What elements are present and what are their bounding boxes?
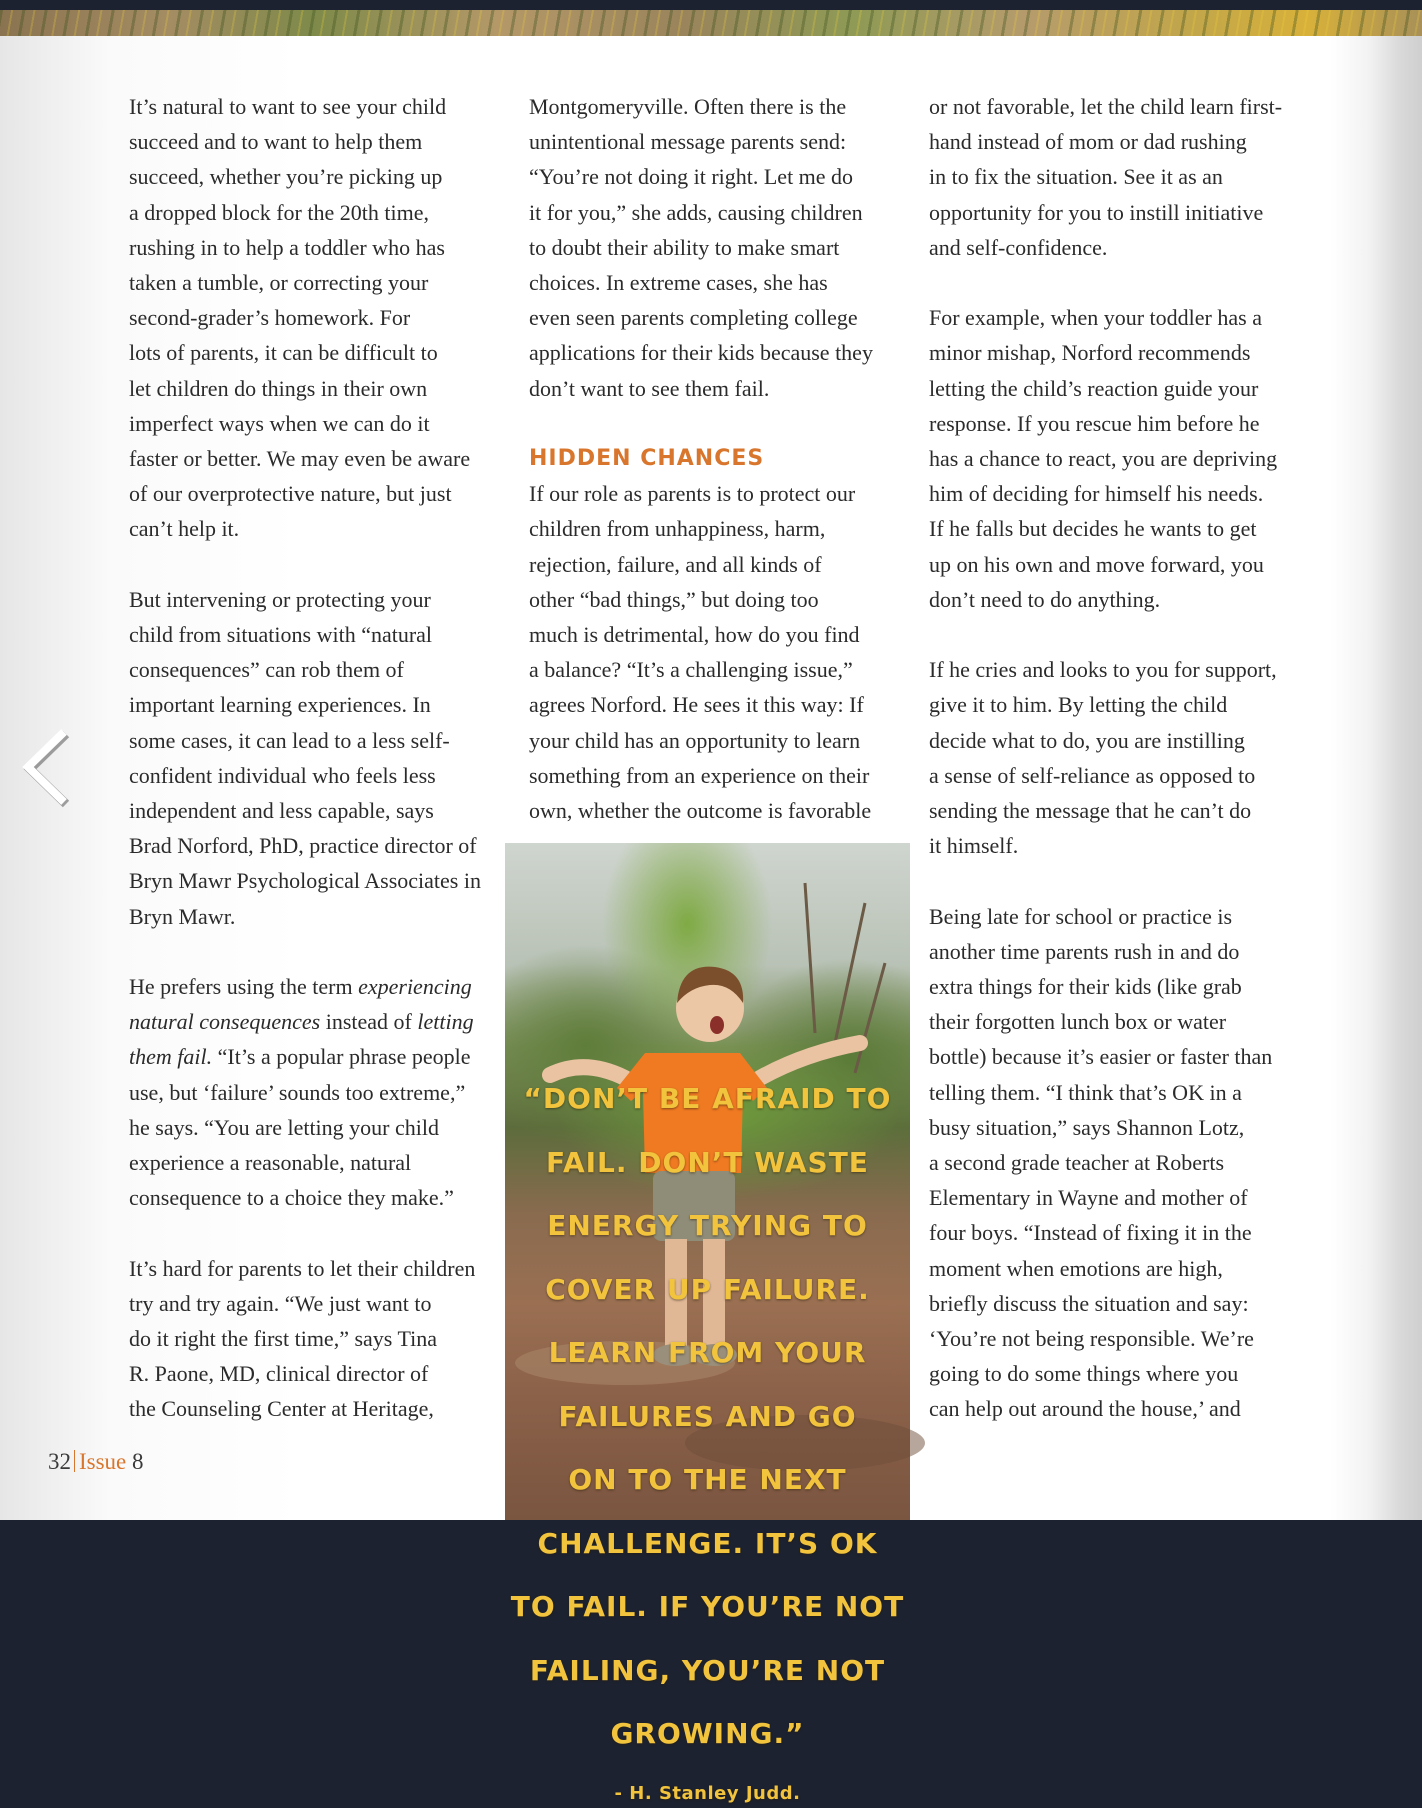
text-line: Being late for school or practice is bbox=[929, 903, 1233, 929]
text-line: TO FAIL. IF YOU’RE NOT bbox=[510, 1590, 905, 1623]
text-line: their forgotten lunch box or water bbox=[929, 1009, 1227, 1035]
article-column-3 bbox=[929, 89, 1299, 1427]
text-line: GROWING.” bbox=[610, 1717, 805, 1750]
text-line: some cases, it can lead to a less self- bbox=[129, 727, 450, 753]
pull-quote bbox=[505, 1053, 910, 1808]
text-line: If he falls but decides he wants to get bbox=[929, 516, 1257, 542]
text-line: consequence to a choice they make.” bbox=[129, 1185, 454, 1211]
text-line: and self-confidence. bbox=[929, 234, 1108, 260]
text-line: FAIL. DON’T WASTE bbox=[546, 1145, 869, 1179]
text-line: telling them. “I think that’s OK in a bbox=[929, 1079, 1242, 1105]
issue-label: Issue bbox=[79, 1449, 127, 1474]
issue-number: 8 bbox=[132, 1449, 144, 1474]
text-line: can help out around the house,’ and bbox=[929, 1396, 1241, 1422]
text-line: him of deciding for himself his needs. bbox=[929, 481, 1264, 507]
text-line: consequences” can rob them of bbox=[129, 657, 404, 683]
text-line: opportunity for you to instill initiative bbox=[929, 199, 1264, 225]
text-line: succeed and to want to help them bbox=[129, 129, 423, 155]
text-line: Brad Norford, PhD, practice director of bbox=[129, 833, 477, 859]
text-line: It’s natural to want to see your child bbox=[129, 94, 447, 119]
text-line: it for you,” she adds, causing children bbox=[529, 199, 863, 225]
text-line: up on his own and move forward, you bbox=[929, 551, 1264, 577]
text-line: bottle) because it’s easier or faster than bbox=[929, 1044, 1273, 1070]
page-footer bbox=[48, 1449, 144, 1475]
text-line: going to do some things where you bbox=[929, 1361, 1239, 1387]
text-line: confident individual who feels less bbox=[129, 762, 436, 788]
text-line: important learning experiences. In bbox=[129, 692, 431, 718]
paragraph bbox=[129, 1251, 499, 1427]
text-line: For example, when your toddler has a bbox=[929, 305, 1262, 331]
text-line: Bryn Mawr. bbox=[129, 903, 236, 929]
text-line: Bryn Mawr Psychological Associates in bbox=[129, 868, 481, 894]
text-line: FAILURES AND GO bbox=[558, 1399, 857, 1433]
text-line: briefly discuss the situation and say: bbox=[929, 1290, 1249, 1316]
text-line: don’t need to do anything. bbox=[929, 586, 1161, 612]
text-line: don’t want to see them fail. bbox=[529, 375, 770, 401]
text-line: independent and less capable, says bbox=[129, 798, 434, 824]
article-column-1 bbox=[129, 89, 499, 1427]
text-line: give it to him. By letting the child bbox=[929, 692, 1228, 718]
text-line: to doubt their ability to make smart bbox=[529, 234, 840, 260]
paragraph bbox=[929, 652, 1299, 863]
text-line: letting the child’s reaction guide your bbox=[929, 375, 1259, 401]
text-line: CHALLENGE. IT’S OK bbox=[537, 1526, 878, 1560]
pull-quote-photo bbox=[505, 843, 910, 1804]
text-line: let children do things in their own bbox=[129, 375, 428, 401]
text-line: has a chance to react, you are depriving bbox=[929, 446, 1278, 472]
text-line: decide what to do, you are instilling bbox=[929, 727, 1245, 753]
text-line: other “bad things,” but doing too bbox=[529, 586, 819, 612]
paragraph bbox=[129, 582, 499, 934]
text-line: ‘You’re not being responsible. We’re bbox=[929, 1326, 1254, 1352]
text-line: Elementary in Wayne and mother of bbox=[929, 1185, 1248, 1211]
text-line: agrees Norford. He sees it this way: If bbox=[529, 692, 864, 718]
text-line: child from situations with “natural bbox=[129, 622, 433, 648]
text-line: second-grader’s homework. For bbox=[129, 305, 411, 331]
paragraph bbox=[529, 89, 894, 406]
article-column-2 bbox=[529, 89, 894, 828]
text-line: them fail. “It’s a popular phrase people bbox=[129, 1044, 471, 1070]
text-line: children from unhappiness, harm, bbox=[529, 516, 826, 542]
top-bar bbox=[0, 0, 1422, 10]
paragraph bbox=[529, 476, 894, 828]
paragraph bbox=[929, 89, 1299, 265]
text-line: ON TO THE NEXT bbox=[568, 1463, 847, 1496]
text-line: much is detrimental, how do you find bbox=[529, 622, 860, 648]
text-line: unintentional message parents send: bbox=[529, 129, 847, 155]
text-line: can’t help it. bbox=[129, 516, 240, 542]
text-line: moment when emotions are high, bbox=[929, 1255, 1223, 1281]
text-line: applications for their kids because they bbox=[529, 340, 873, 366]
paragraph bbox=[129, 969, 499, 1215]
text-line: LEARN FROM YOUR bbox=[548, 1336, 867, 1369]
text-line: It’s hard for parents to let their children bbox=[129, 1255, 476, 1281]
text-line: rushing in to help a toddler who has bbox=[129, 234, 445, 260]
text-line: even seen parents completing college bbox=[529, 305, 858, 331]
text-line: choices. In extreme cases, she has bbox=[529, 270, 828, 296]
text-line: busy situation,” says Shannon Lotz, bbox=[929, 1114, 1245, 1140]
text-line: FAILING, YOU’RE NOT bbox=[529, 1653, 886, 1687]
text-line: minor mishap, Norford recommends bbox=[929, 340, 1251, 366]
text-line: do it right the first time,” says Tina bbox=[129, 1326, 437, 1352]
text-line: faster or better. We may even be aware bbox=[129, 446, 471, 472]
text-line: a dropped block for the 20th time, bbox=[129, 199, 429, 225]
text-line: If he cries and looks to you for support, bbox=[929, 657, 1277, 683]
text-line: “DON’T BE AFRAID TO bbox=[523, 1082, 892, 1115]
text-line: ENERGY TRYING TO bbox=[547, 1209, 868, 1242]
text-line: it himself. bbox=[929, 833, 1019, 859]
text-line: rejection, failure, and all kinds of bbox=[529, 551, 822, 577]
text-line: he says. “You are letting your child bbox=[129, 1114, 439, 1140]
text-line: the Counseling Center at Heritage, bbox=[129, 1396, 434, 1422]
text-line: a second grade teacher at Roberts bbox=[929, 1150, 1225, 1176]
page-number: 32 bbox=[48, 1449, 71, 1474]
text-line: If our role as parents is to protect our bbox=[529, 481, 856, 507]
text-line: lots of parents, it can be difficult to bbox=[129, 340, 438, 366]
text-line: of our overprotective nature, but just bbox=[129, 481, 452, 507]
text-line: He prefers using the term experiencing bbox=[129, 974, 472, 1000]
text-line: natural consequences instead of letting bbox=[129, 1009, 474, 1035]
text-line: in to fix the situation. See it as an bbox=[929, 164, 1223, 190]
text-line: response. If you rescue him before he bbox=[929, 410, 1260, 436]
text-line: sending the message that he can’t do bbox=[929, 798, 1252, 824]
footer-divider bbox=[74, 1450, 75, 1472]
text-line: imperfect ways when we can do it bbox=[129, 410, 430, 436]
text-line: Montgomeryville. Often there is the bbox=[529, 94, 847, 119]
text-line: your child has an opportunity to learn bbox=[529, 727, 861, 753]
text-line: “You’re not doing it right. Let me do bbox=[529, 164, 854, 190]
paragraph bbox=[929, 300, 1299, 617]
paragraph bbox=[129, 89, 499, 547]
quote-text bbox=[505, 1081, 910, 1752]
text-line: a sense of self-reliance as opposed to bbox=[929, 762, 1256, 788]
text-line: experience a reasonable, natural bbox=[129, 1150, 412, 1176]
text-line: hand instead of mom or dad rushing bbox=[929, 129, 1247, 155]
text-line: something from an experience on their bbox=[529, 762, 870, 788]
text-line: try and try again. “We just want to bbox=[129, 1290, 432, 1316]
text-line: COVER UP FAILURE. bbox=[545, 1272, 870, 1306]
chevron-left-icon[interactable] bbox=[16, 722, 76, 812]
text-line: another time parents rush in and do bbox=[929, 938, 1240, 964]
text-line: use, but ‘failure’ sounds too extreme,” bbox=[129, 1079, 466, 1105]
paragraph bbox=[929, 899, 1299, 1427]
text-line: or not favorable, let the child learn first- bbox=[929, 94, 1283, 119]
section-heading: HIDDEN CHANCES bbox=[529, 446, 765, 472]
text-line: But intervening or protecting your bbox=[129, 586, 431, 612]
header-photo-strip bbox=[0, 10, 1422, 36]
text-line: extra things for their kids (like grab bbox=[929, 974, 1242, 1000]
text-line: own, whether the outcome is favorable bbox=[529, 798, 872, 824]
text-line: four boys. “Instead of fixing it in the bbox=[929, 1220, 1252, 1246]
text-line: a balance? “It’s a challenging issue,” bbox=[529, 657, 853, 683]
text-line: taken a tumble, or correcting your bbox=[129, 270, 429, 296]
text-line: succeed, whether you’re picking up bbox=[129, 164, 443, 190]
quote-author: - H. Stanley Judd. bbox=[614, 1782, 801, 1804]
text-line: R. Paone, MD, clinical director of bbox=[129, 1361, 429, 1387]
